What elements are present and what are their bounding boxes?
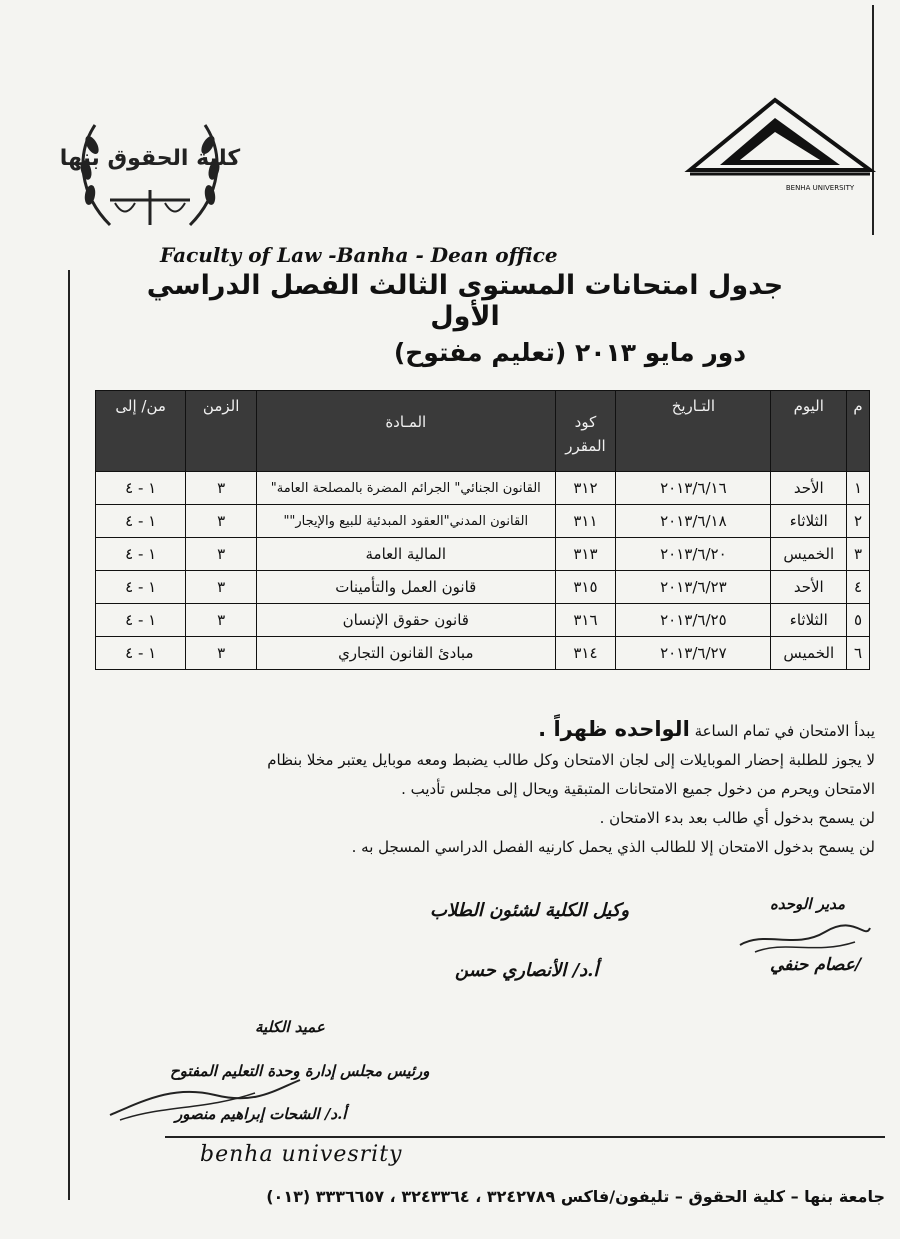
university-name: benha univesrity (200, 1142, 403, 1167)
note-line-1: لا يجوز للطلبة إحضار الموبايلات إلى لجان الامتحان وكل طالب يضبط ومعه موبايل يعتبر مخلا بنظام (267, 751, 875, 769)
board-chair-title: ورئيس مجلس إدارة وحدة التعليم المفتوح (170, 1062, 430, 1080)
cell-subject: المالية العامة (256, 538, 555, 571)
cell-code: ٣١٤ (555, 637, 616, 670)
cell-day: الأحد (771, 472, 847, 505)
cell-day: الخميس (771, 538, 847, 571)
note-start-prefix: يبدأ الامتحان في تمام الساعة (694, 722, 875, 740)
header-code-line-1: كود (574, 413, 597, 431)
cell-code: ٣١١ (555, 505, 616, 538)
cell-duration: ٣ (186, 637, 257, 670)
cell-subject: القانون الجنائي" الجرائم المضرة بالمصلحة العامة" (256, 472, 555, 505)
session-subtitle: دور مايو ٢٠١٣ (تعليم مفتوح) (393, 338, 747, 367)
cell-time: ١ - ٤ (96, 571, 186, 604)
header-subject-label: المـادة (385, 413, 427, 431)
university-logo-text: BENHA UNIVERSITY (785, 184, 855, 192)
header-code-line-2: المقرر (565, 437, 606, 455)
header-subject (256, 391, 555, 472)
table-row (96, 538, 870, 571)
cell-m: ٦ (847, 637, 870, 670)
cell-duration: ٣ (186, 472, 257, 505)
cell-date: ٢٠١٣/٦/٢٥ (616, 604, 771, 637)
cell-day: الخميس (771, 637, 847, 670)
note-line-3: لن يسمح بدخول أي طالب بعد بدء الامتحان . (599, 809, 875, 827)
cell-time: ١ - ٤ (96, 472, 186, 505)
cell-date: ٢٠١٣/٦/٢٧ (616, 637, 771, 670)
header-date: التـاريخ (616, 391, 771, 472)
header-time: من/ إلى (96, 391, 186, 472)
cell-time: ١ - ٤ (96, 604, 186, 637)
table-row (96, 505, 870, 538)
cell-date: ٢٠١٣/٦/١٦ (616, 472, 771, 505)
cell-code: ٣١٦ (555, 604, 616, 637)
cell-day: الثلاثاء (771, 604, 847, 637)
cell-subject: قانون حقوق الإنسان (256, 604, 555, 637)
unit-director-signature (735, 920, 875, 964)
contact-footer: جامعة بنها – كلية الحقوق – تليفون/فاكس ٣٢٤٢٧٨٩ ، ٣٢٤٣٣٦٤ ، ٣٣٣٦٦٥٧ (٠١٣) (266, 1187, 885, 1206)
cell-day: الأحد (771, 571, 847, 604)
cell-m: ٤ (847, 571, 870, 604)
cell-subject: مبادئ القانون التجاري (256, 637, 555, 670)
unit-director-title: مدير الوحده (770, 895, 846, 913)
table-row (96, 637, 870, 670)
dean-name: أ.د/ الشحات إبراهيم منصور (175, 1105, 347, 1123)
cell-time: ١ - ٤ (96, 637, 186, 670)
unit-director-name: /عصام حنفي (770, 955, 862, 975)
cell-code: ٣١٣ (555, 538, 616, 571)
vice-dean-name: أ.د/ الأنصاري حسن (455, 960, 599, 981)
cell-duration: ٣ (186, 538, 257, 571)
dean-title: عميد الكلية (255, 1018, 325, 1036)
cell-code: ٣١٢ (555, 472, 616, 505)
cell-duration: ٣ (186, 571, 257, 604)
cell-day: الثلاثاء (771, 505, 847, 538)
note-start-time (55, 715, 875, 746)
note-line-2: الامتحان ويحرم من دخول جميع الامتحانات المتبقية ويحال إلى مجلس تأديب . (401, 780, 875, 798)
cell-time: ١ - ٤ (96, 505, 186, 538)
exam-schedule-table (95, 390, 870, 670)
frame-line-footer (165, 1136, 885, 1138)
cell-date: ٢٠١٣/٦/٢٣ (616, 571, 771, 604)
cell-subject: قانون العمل والتأمينات (256, 571, 555, 604)
faculty-logo (59, 95, 241, 245)
header-m: م (847, 391, 870, 472)
cell-duration: ٣ (186, 604, 257, 637)
cell-m: ٢ (847, 505, 870, 538)
header-day: اليوم (771, 391, 847, 472)
faculty-office-line: Faculty of Law -Banha - Dean office (160, 243, 558, 267)
cell-m: ٣ (847, 538, 870, 571)
exam-notes (55, 715, 875, 862)
university-logo (680, 90, 880, 200)
header-code (555, 391, 616, 472)
table-row (96, 472, 870, 505)
cell-time: ١ - ٤ (96, 538, 186, 571)
cell-date: ٢٠١٣/٦/١٨ (616, 505, 771, 538)
note-start-time-value: الواحده ظهراً . (538, 717, 690, 741)
header-duration: الزمن (186, 391, 257, 472)
cell-m: ١ (847, 472, 870, 505)
cell-m: ٥ (847, 604, 870, 637)
cell-date: ٢٠١٣/٦/٢٠ (616, 538, 771, 571)
cell-code: ٣١٥ (555, 571, 616, 604)
table-row (96, 571, 870, 604)
vice-dean-title: وكيل الكلية لشئون الطلاب (430, 900, 630, 921)
faculty-logo-text: كلية الحقوق بنها (59, 146, 241, 171)
table-row (96, 604, 870, 637)
page-title: جدول امتحانات المستوى الثالث الفصل الدراسي الأول (146, 270, 784, 332)
note-line-4: لن يسمح بدخول الامتحان إلا للطالب الذي يحمل كارنيه الفصل الدراسي المسجل به . (351, 838, 875, 856)
cell-duration: ٣ (186, 505, 257, 538)
table-header-row (96, 391, 870, 472)
cell-subject: القانون المدني"العقود المبدئية للبيع والإيجار"" (256, 505, 555, 538)
